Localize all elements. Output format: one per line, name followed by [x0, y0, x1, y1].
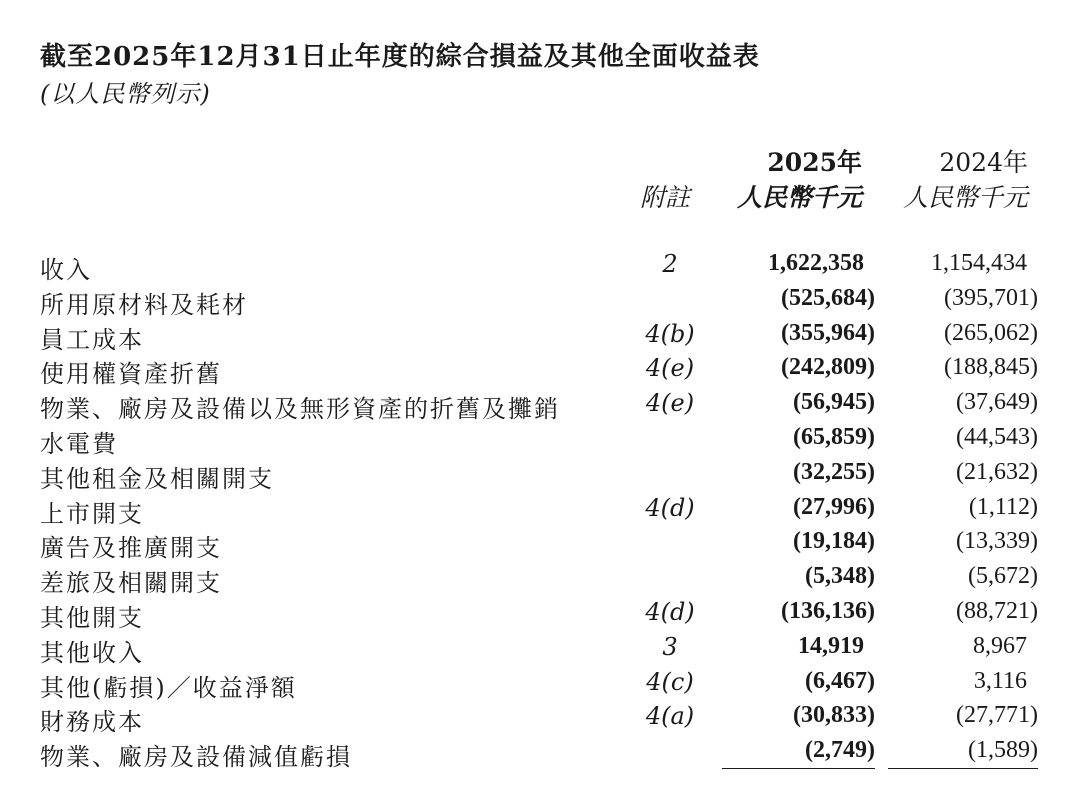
row-value-2025: (56,945): [793, 389, 875, 416]
row-value-2024: (21,632): [956, 458, 1038, 485]
row-value-2024: (44,543): [956, 424, 1038, 450]
row-label: 差旅及相關開支: [40, 569, 222, 598]
row-value-2024: 8,967: [973, 632, 1027, 659]
row-note: 3: [662, 632, 678, 661]
row-label: 使用權資產折舊: [40, 360, 222, 389]
row-value-2025: (525,684): [781, 284, 875, 311]
row-value-2024: (1,112): [968, 493, 1038, 520]
row-note: 2: [662, 250, 678, 278]
row-note: 4(e): [645, 354, 695, 383]
row-note: 4(d): [645, 493, 695, 522]
row-value-2025: (2,749): [805, 737, 875, 764]
row-value-2025: (355,964): [781, 319, 875, 346]
row-label: 其他(虧損)／收益淨額: [40, 673, 297, 702]
row-label: 員工成本: [40, 325, 144, 354]
row-value-2025: (30,833): [793, 702, 875, 729]
row-label: 其他開支: [40, 604, 144, 632]
row-value-2025: (242,809): [781, 354, 875, 381]
row-note: 4(a): [645, 702, 695, 731]
currency-subtitle: (以人民幣列示): [40, 80, 211, 108]
row-note: 4(e): [645, 389, 695, 418]
row-value-2024: (13,339): [956, 528, 1038, 555]
header-unit-2024: 人民幣千元: [902, 183, 1028, 212]
table-row: [0, 459, 1080, 493]
row-value-2024: (1,589): [968, 737, 1038, 764]
row-value-2025: (27,996): [793, 493, 875, 520]
row-label: 物業、廠房及設備以及無形資產的折舊及攤銷: [40, 395, 560, 424]
row-value-2024: (27,771): [956, 702, 1038, 729]
table-row: [0, 633, 1080, 667]
row-value-2025: 1,622,358: [768, 250, 864, 276]
table-row: [0, 285, 1080, 319]
table-row: [0, 494, 1080, 528]
row-value-2025: (65,859): [793, 424, 875, 450]
table-row: [0, 737, 1080, 771]
row-note: 4(d): [645, 598, 695, 626]
row-value-2024: (265,062): [944, 319, 1038, 346]
table-row: [0, 702, 1080, 736]
row-value-2024: 1,154,434: [931, 250, 1027, 276]
table-row: [0, 250, 1080, 284]
row-value-2024: (37,649): [956, 389, 1038, 416]
statement-title: 截至2025年12月31日止年度的綜合損益及其他全面收益表: [40, 42, 760, 72]
table-row: [0, 598, 1080, 632]
row-note: 4(b): [645, 319, 695, 348]
table-row: [0, 528, 1080, 562]
row-note: 4(c): [646, 667, 694, 696]
row-value-2025: (5,348): [805, 563, 875, 590]
row-value-2025: (32,255): [793, 458, 875, 485]
row-value-2024: (188,845): [944, 354, 1038, 381]
header-year-2024: 2024年: [939, 148, 1028, 177]
row-value-2024: (88,721): [956, 598, 1038, 624]
row-value-2025: (19,184): [793, 528, 875, 555]
row-value-2024: (5,672): [968, 563, 1038, 590]
table-row: [0, 668, 1080, 702]
row-label: 其他租金及相關開支: [40, 464, 274, 493]
row-value-2024: 3,116: [973, 667, 1027, 694]
row-value-2025: 14,919: [798, 632, 864, 659]
row-label: 財務成本: [40, 708, 144, 737]
row-value-2025: (6,467): [805, 667, 875, 694]
row-value-2025: (136,136): [781, 598, 875, 624]
row-label: 所用原材料及耗材: [40, 290, 248, 319]
row-label: 水電費: [40, 430, 118, 458]
row-label: 其他收入: [40, 638, 144, 667]
row-label: 收入: [40, 256, 92, 284]
row-label: 物業、廠房及設備減值虧損: [40, 743, 352, 772]
table-row: [0, 389, 1080, 423]
table-row: [0, 354, 1080, 388]
header-unit-2025: 人民幣千元: [736, 183, 862, 212]
table-row: [0, 424, 1080, 458]
underline-2025: [722, 768, 875, 769]
row-label: 上市開支: [40, 499, 144, 528]
row-label: 廣告及推廣開支: [40, 534, 222, 563]
header-year-2025: 2025年: [767, 148, 862, 177]
table-row: [0, 563, 1080, 597]
underline-2024: [888, 768, 1038, 769]
header-note-label: 附註: [640, 183, 691, 212]
table-row: [0, 320, 1080, 354]
row-value-2024: (395,701): [944, 284, 1038, 311]
